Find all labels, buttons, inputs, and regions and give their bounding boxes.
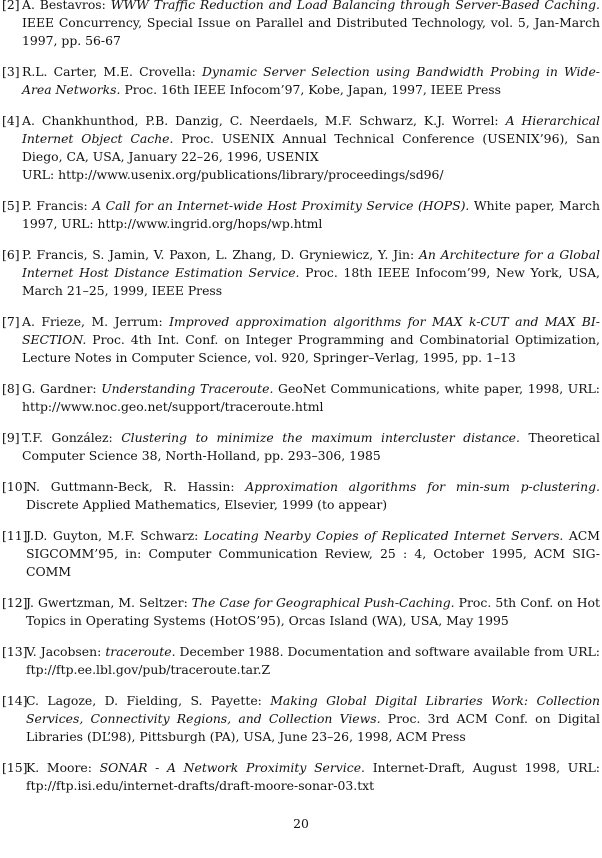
reference-number: [15] bbox=[2, 760, 28, 775]
reference-details: White paper, March 1997, URL: http://www.ingrid.org/hops/wp.html bbox=[22, 198, 600, 231]
reference-authors: A. Chankhunthod, P.B. Danzig, C. Neerdaels, M.F. Schwarz, K.J. Worrel: bbox=[22, 113, 499, 128]
reference-authors: V. Jacobsen: bbox=[26, 644, 102, 659]
reference-number: [5] bbox=[2, 198, 20, 213]
reference-6 bbox=[0, 246, 600, 300]
reference-number: [11] bbox=[2, 528, 28, 543]
reference-title: SONAR - A Network Proximity Service. bbox=[99, 760, 365, 775]
reference-title: A Call for an Internet-wide Host Proximity Service (HOPS). bbox=[92, 198, 470, 213]
reference-number: [3] bbox=[2, 64, 20, 79]
reference-details: Internet-Draft, August 1998, URL: ftp://ftp.isi.edu/internet-drafts/draft-moore-sonar-03.txt bbox=[26, 760, 600, 793]
reference-number: [6] bbox=[2, 247, 20, 262]
reference-3 bbox=[0, 63, 600, 99]
reference-11 bbox=[0, 527, 600, 581]
reference-10 bbox=[0, 478, 600, 514]
reference-title: traceroute. bbox=[105, 644, 176, 659]
reference-9 bbox=[0, 429, 600, 465]
reference-authors: C. Lagoze, D. Fielding, S. Payette: bbox=[26, 693, 262, 708]
reference-title: An Architecture for a Global Internet Host Distance Estimation Service. bbox=[22, 247, 600, 280]
page-number: 20 bbox=[293, 816, 309, 831]
reference-title: Clustering to minimize the maximum intercluster distance. bbox=[121, 430, 520, 445]
reference-title: Improved approximation algorithms for MAX k-CUT and MAX BI-SECTION. bbox=[22, 314, 600, 347]
reference-details: Discrete Applied Mathematics, Elsevier, 1999 (to appear) bbox=[26, 497, 388, 512]
reference-number: [7] bbox=[2, 314, 20, 329]
reference-number: [9] bbox=[2, 430, 20, 445]
reference-number: [2] bbox=[2, 0, 20, 12]
reference-authors: A. Bestavros: bbox=[22, 0, 106, 12]
reference-5 bbox=[0, 197, 600, 233]
reference-title: The Case for Geographical Push-Caching. bbox=[191, 595, 455, 610]
reference-title: Approximation algorithms for min-sum p-clustering. bbox=[245, 479, 600, 494]
reference-authors: J. Gwertzman, M. Seltzer: bbox=[26, 595, 188, 610]
reference-details: GeoNet Communications, white paper, 1998, URL: http://www.noc.geo.net/support/traceroute.html bbox=[22, 381, 600, 414]
reference-authors: K. Moore: bbox=[26, 760, 92, 775]
reference-details: Proc. 18th IEEE Infocom’99, New York, USA, March 21–25, 1999, IEEE Press bbox=[22, 265, 600, 298]
reference-12 bbox=[0, 594, 600, 630]
reference-details: ACM SIGCOMM’95, in: Computer Communication Review, 25 : 4, October 1995, ACM SIG-COMM bbox=[26, 528, 600, 579]
reference-url: URL: http://www.usenix.org/publications/library/proceedings/sd96/ bbox=[22, 167, 444, 182]
reference-title: Making Global Digital Libraries Work: Collection Services, Connectivity Regions, and Collection Views. bbox=[26, 693, 600, 726]
reference-details: December 1988. Documentation and software available from URL: ftp://ftp.ee.lbl.gov/pub/traceroute.tar.Z bbox=[26, 644, 600, 677]
reference-authors: T.F. González: bbox=[22, 430, 113, 445]
reference-8 bbox=[0, 380, 600, 416]
reference-number: [8] bbox=[2, 381, 20, 396]
reference-number: [10] bbox=[2, 479, 28, 494]
reference-number: [14] bbox=[2, 693, 28, 708]
reference-13 bbox=[0, 643, 600, 679]
reference-authors: R.L. Carter, M.E. Crovella: bbox=[22, 64, 196, 79]
reference-authors: P. Francis, S. Jamin, V. Paxon, L. Zhang, D. Gryniewicz, Y. Jin: bbox=[22, 247, 415, 262]
reference-2 bbox=[0, 0, 600, 50]
reference-authors: J.D. Guyton, M.F. Schwarz: bbox=[26, 528, 199, 543]
reference-details: Proc. 4th Int. Conf. on Integer Programming and Combinatorial Optimization, Lecture Notes in Computer Science, vol. 920, Springer–Verlag, 1995, pp. 1–13 bbox=[22, 332, 600, 365]
reference-details: IEEE Concurrency, Special Issue on Parallel and Distributed Technology, vol. 5, Jan-March 1997, pp. 56-67 bbox=[22, 15, 600, 48]
reference-4 bbox=[0, 112, 600, 184]
reference-title: Understanding Traceroute. bbox=[101, 381, 274, 396]
reference-details: Theoretical Computer Science 38, North-Holland, pp. 293–306, 1985 bbox=[22, 430, 600, 463]
reference-number: [12] bbox=[2, 595, 28, 610]
reference-authors: A. Frieze, M. Jerrum: bbox=[22, 314, 163, 329]
reference-title: WWW Traffic Reduction and Load Balancing through Server-Based Caching. bbox=[110, 0, 600, 12]
reference-details: Proc. USENIX Annual Technical Conference (USENIX’96), San Diego, CA, USA, January 22–26, 1996, USENIX bbox=[22, 131, 600, 164]
reference-number: [4] bbox=[2, 113, 20, 128]
reference-15 bbox=[0, 759, 600, 795]
reference-number: [13] bbox=[2, 644, 28, 659]
reference-title: Dynamic Server Selection using Bandwidth Probing in Wide-Area Networks. bbox=[22, 64, 600, 97]
reference-authors: N. Guttmann-Beck, R. Hassin: bbox=[26, 479, 235, 494]
reference-title: A Hierarchical Internet Object Cache. bbox=[22, 113, 600, 146]
reference-7 bbox=[0, 313, 600, 367]
reference-authors: G. Gardner: bbox=[22, 381, 97, 396]
reference-title: Locating Nearby Copies of Replicated Internet Servers. bbox=[203, 528, 564, 543]
reference-details: Proc. 5th Conf. on Hot Topics in Operating Systems (HotOS’95), Orcas Island (WA), USA, May 1995 bbox=[26, 595, 600, 628]
reference-details: Proc. 16th IEEE Infocom’97, Kobe, Japan, 1997, IEEE Press bbox=[124, 82, 502, 97]
reference-authors: P. Francis: bbox=[22, 198, 88, 213]
reference-14 bbox=[0, 692, 600, 746]
reference-details: Proc. 3rd ACM Conf. on Digital Libraries (DL’98), Pittsburgh (PA), USA, June 23–26, 1998, ACM Press bbox=[26, 711, 600, 744]
